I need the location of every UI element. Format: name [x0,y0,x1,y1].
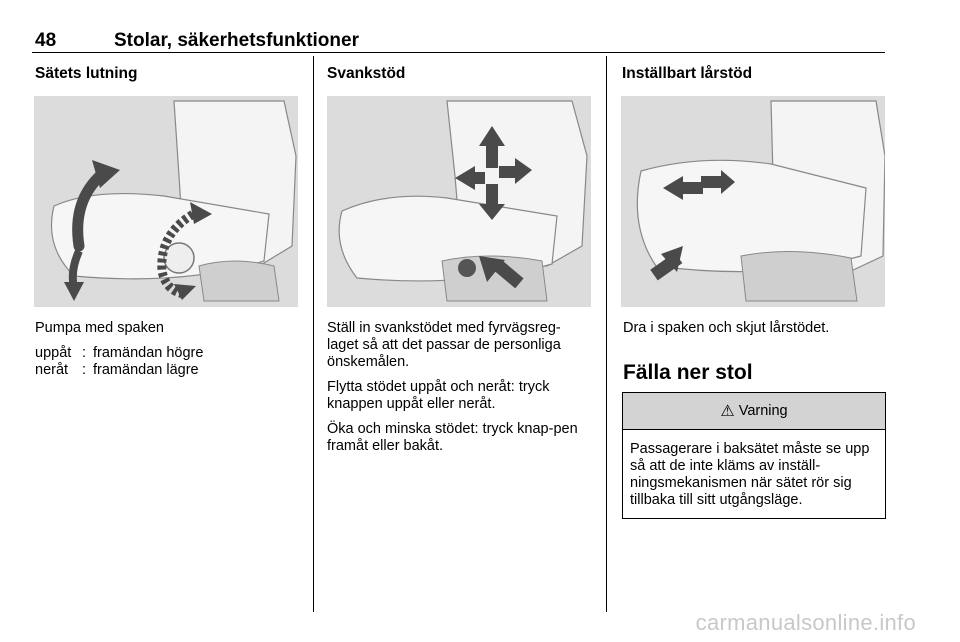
table-row [35,362,203,379]
direction-description: framändan lägre [93,362,199,378]
table-row [35,345,203,362]
thigh-support-illustration [621,96,885,307]
warning-header [623,393,885,430]
column-divider [606,56,607,612]
section-heading: Svankstöd [327,65,406,82]
body-paragraph: Öka och minska stödet: tryck knap-pen framåt eller bakåt. [327,421,578,454]
warning-box [622,392,886,519]
warning-title: Varning [738,403,788,419]
body-paragraph: Dra i spaken och skjut lårstödet. [623,320,830,336]
section-seat-tilt [35,64,137,84]
section-heading-fold-seat: Fälla ner stol [623,361,753,384]
lumbar-support-illustration [327,96,591,307]
page-number: 48 [35,30,57,51]
direction-description: framändan högre [93,345,204,361]
body-paragraph: Pumpa med spaken [35,320,164,336]
direction-label: uppåt [35,345,72,361]
column-divider [313,56,314,612]
section-thigh-support [622,64,752,84]
separator: : [81,345,87,361]
seat-tilt-illustration [34,96,298,307]
body-paragraph: Ställ in svankstödet med fyrvägsreg-laget så att det passar de personliga önskemålen. [327,320,561,370]
position-table [35,345,203,379]
warning-body: Passagerare i baksätet måste se upp så att de inte kläms av inställ-ningsmekanismen när sätet rör sig tillbaka till sitt utgångsläge. [630,441,870,508]
section-heading: Sätets lutning [35,65,138,82]
warning-triangle-icon: ⚠ [720,403,735,420]
section-lumbar-support [327,64,405,84]
separator: : [81,362,87,378]
body-paragraph: Flytta stödet uppåt och neråt: tryck knappen uppåt eller neråt. [327,379,550,412]
watermark: carmanualsonline.info [695,610,916,635]
chapter-title: Stolar, säkerhetsfunktioner [114,30,359,51]
page-header [32,30,885,53]
direction-label: neråt [35,362,69,378]
section-heading: Inställbart lårstöd [622,65,753,82]
